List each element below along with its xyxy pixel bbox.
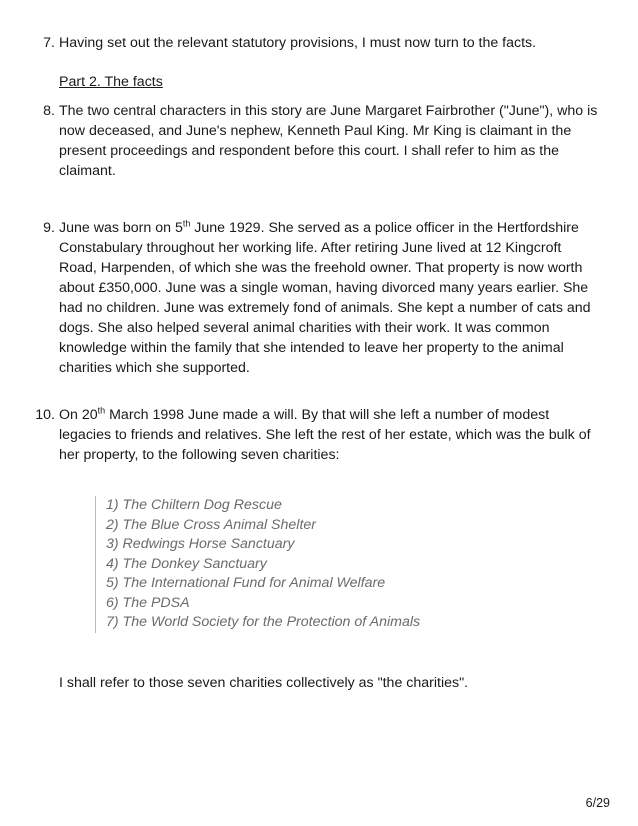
page-number: 6/29	[585, 796, 610, 810]
section-heading: Part 2. The facts	[59, 74, 163, 90]
paragraph-9	[43, 218, 599, 378]
paragraph-7	[43, 33, 599, 53]
paragraph-number: 7.	[43, 35, 55, 51]
superscript: th	[97, 405, 106, 416]
text-before: June was born on 5	[59, 220, 183, 236]
paragraph-8	[43, 101, 599, 181]
superscript: th	[182, 218, 191, 229]
paragraph-number: 9.	[43, 220, 55, 236]
paragraph-10	[35, 405, 599, 465]
closing-sentence: I shall refer to those seven charities collectively as "the charities".	[59, 675, 469, 691]
charity-item: 6) The PDSA	[106, 594, 190, 611]
charity-item: 4) The Donkey Sanctuary	[106, 555, 267, 572]
paragraph-text: The two central characters in this story are June Margaret Fairbrother ("June"), who is now deceased, and June's nephew, Kenneth Paul King. Mr King is claimant in the present proceedings and respondent before this court. I shall refer to him as the claimant.	[59, 103, 598, 179]
paragraph-text	[59, 405, 599, 465]
charity-item: 1) The Chiltern Dog Rescue	[106, 497, 282, 513]
text-before: On 20	[59, 407, 98, 423]
charity-item: 2) The Blue Cross Animal Shelter	[106, 516, 317, 533]
paragraph-number: 8.	[43, 103, 55, 119]
paragraph-text	[59, 218, 599, 378]
paragraph-text: Having set out the relevant statutory provisions, I must now turn to the facts.	[59, 35, 537, 51]
text-after: June 1929. She served as a police officer in the Hertfordshire Constabulary throughout her working life. After retiring June lived at 12 Kingcroft Road, Harpenden, of which she was the freehold owner. That property is now worth about £350,000. June was a single woman, having divorced many years earlier. She had no children. June was extremely fond of animals. She kept a number of cats and dogs. She also helped several animal charities with their work. It was common knowledge within the family that she intended to leave her property to the animal charities which she supported.	[59, 220, 591, 376]
charity-item: 5) The International Fund for Animal Welfare	[106, 575, 386, 591]
charity-item: 3) Redwings Horse Sanctuary	[106, 536, 295, 552]
paragraph-number: 10.	[35, 407, 55, 423]
text-after: March 1998 June made a will. By that will she left a number of modest legacies to friends and relatives. She left the rest of her estate, which was the bulk of her property, to the following seven charities:	[59, 407, 591, 463]
charity-item: 7) The World Society for the Protection of Animals	[106, 614, 421, 630]
charities-blockquote	[95, 496, 420, 633]
